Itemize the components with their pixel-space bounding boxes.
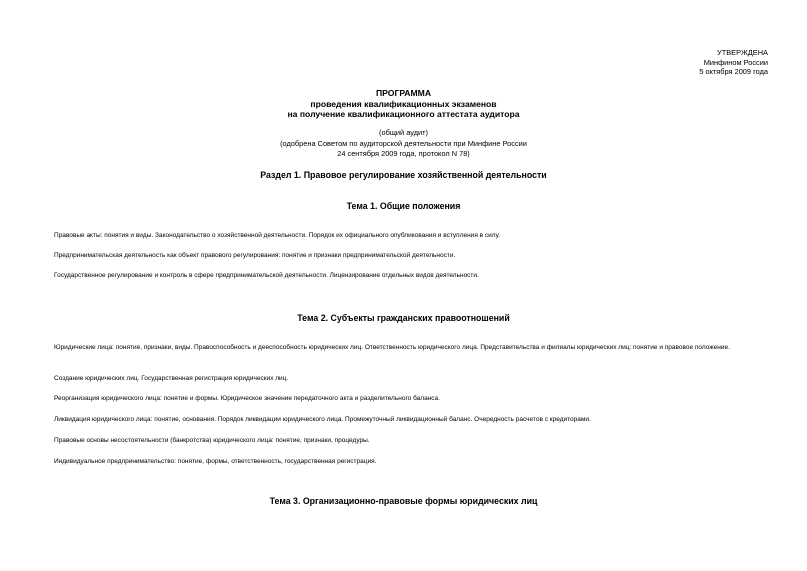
title-line: на получение квалификационного аттестата аудитора bbox=[287, 109, 520, 120]
document-subtitle bbox=[0, 128, 807, 160]
approval-line: 5 октября 2009 года bbox=[699, 67, 768, 77]
paragraph: Индивидуальное предпринимательство: понятие, формы, ответственность, государственная регистрация. bbox=[54, 458, 377, 465]
document-title bbox=[0, 88, 807, 120]
paragraph: Реорганизация юридического лица: понятие и формы. Юридическое значение передаточного акта и разделительного баланса. bbox=[54, 395, 440, 402]
section-heading: Раздел 1. Правовое регулирование хозяйственной деятельности bbox=[260, 170, 547, 180]
title-line: ПРОГРАММА bbox=[375, 88, 432, 98]
approval-line: Минфином России bbox=[703, 57, 768, 67]
paragraph: Юридические лица: понятие, признаки, виды. Правоспособность и дееспособность юридических лиц. Ответственность юридического лица. Представительства и филиалы юридических лиц: понятие и правовое положение. bbox=[54, 344, 730, 351]
subtitle-line: (общий аудит) bbox=[379, 128, 428, 137]
paragraph: Ликвидация юридического лица: понятие, основания. Порядок ликвидации юридического лица. Промежуточный ликвидационный баланс. Очередность расчетов с кредиторами. bbox=[54, 416, 591, 423]
paragraph: Создание юридических лиц. Государственная регистрация юридических лиц. bbox=[54, 375, 289, 382]
paragraph: Правовые акты: понятия и виды. Законодательство о хозяйственной деятельности. Порядок их официального опубликования и вступления в силу. bbox=[54, 232, 500, 239]
subtitle-line: 24 сентября 2009 года, протокол N 78) bbox=[337, 149, 470, 159]
topic-heading: Тема 1. Общие положения bbox=[346, 201, 461, 211]
paragraph: Предпринимательская деятельность как объект правового регулирования: понятие и признаки предпринимательской деятельности. bbox=[54, 252, 456, 259]
approval-line: УТВЕРЖДЕНА bbox=[717, 48, 768, 57]
paragraph: Правовые основы несостоятельности (банкротства) юридического лица: понятие, признаки, процедуры. bbox=[54, 437, 370, 444]
topic-heading: Тема 3. Организационно-правовые формы юридических лиц bbox=[269, 496, 538, 506]
paragraph: Государственное регулирование и контроль в сфере предпринимательской деятельности. Лицензирование отдельных видов деятельности. bbox=[54, 272, 479, 279]
title-line: проведения квалификационных экзаменов bbox=[310, 98, 497, 109]
topic-heading: Тема 2. Субъекты гражданских правоотношений bbox=[297, 313, 510, 323]
approval-stamp bbox=[699, 48, 768, 77]
subtitle-line: (одобрена Советом по аудиторской деятельности при Минфине России bbox=[280, 138, 527, 148]
